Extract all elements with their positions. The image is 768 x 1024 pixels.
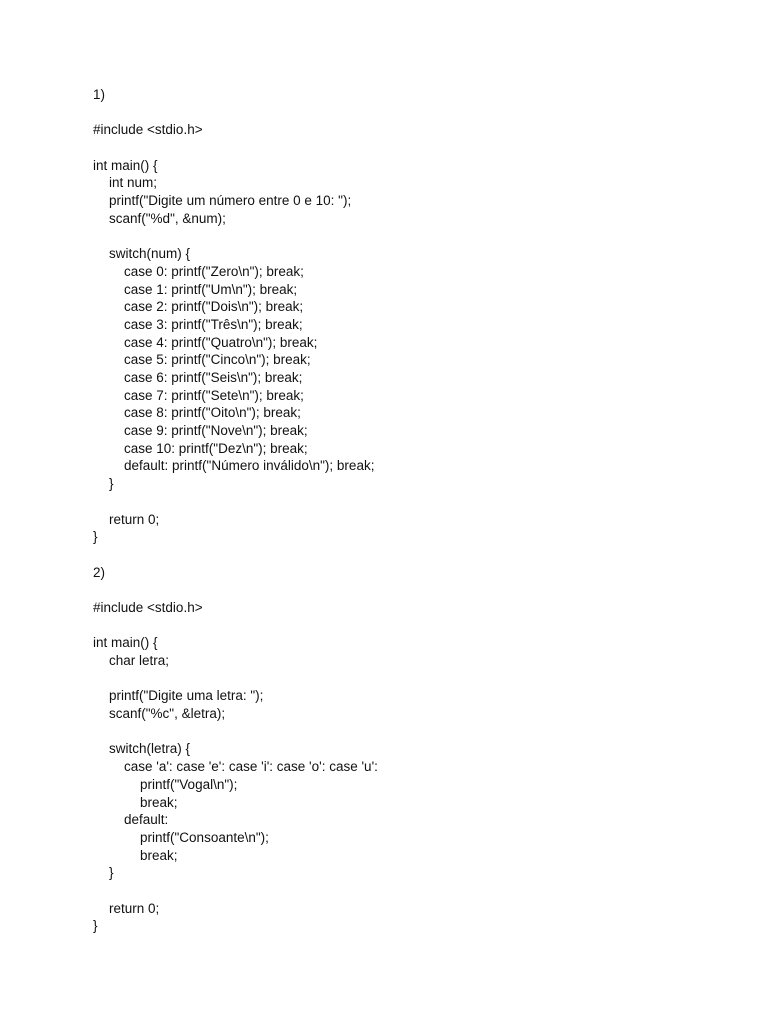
code-line [93,723,713,741]
code-line: } [93,529,98,545]
section-2 [93,564,713,935]
code-line: int main() { [93,635,158,651]
code-line: char letra; [109,653,170,668]
code-line: return 0; [109,511,160,527]
code-line: printf("Digite uma letra: "); [109,688,264,704]
code-line: switch(num) { [109,246,191,262]
code-line: int num; [109,175,158,191]
code-line: scanf("%c", &letra); [109,706,226,722]
code-block [93,121,713,546]
code-line: printf("Consoante\n"); [140,829,269,845]
code-line: case 9: printf("Nove\n"); break; [124,423,308,439]
code-line: break; [140,794,178,810]
code-line: default: [124,812,169,828]
code-line: #include <stdio.h> [93,122,203,138]
code-line: int main() { [93,157,158,173]
code-line [93,617,713,635]
code-line: case 4: printf("Quatro\n"); break; [124,334,318,350]
section-number: 2) [93,564,106,580]
blank-line [93,104,713,122]
code-line: switch(letra) { [109,741,191,757]
code-line: case 1: printf("Um\n"); break; [124,281,298,297]
section-1 [93,86,713,546]
code-line: #include <stdio.h> [93,599,203,615]
code-line: case 5: printf("Cinco\n"); break; [124,352,311,368]
code-line [93,882,713,900]
code-line: case 6: printf("Seis\n"); break; [124,370,303,385]
code-line: case 2: printf("Dois\n"); break; [124,299,304,315]
code-line: printf("Vogal\n"); [140,776,238,792]
document-page [93,86,713,935]
section-number: 1) [93,87,106,102]
code-line [93,139,713,157]
code-line: case 7: printf("Sete\n"); break; [124,387,304,403]
code-line: case 8: printf("Oito\n"); break; [124,405,301,421]
code-line: scanf("%d", &num); [109,210,226,226]
blank-line [93,581,713,599]
code-line [93,670,713,688]
blank-line [93,546,713,564]
code-line: case 'a': case 'e': case 'i': case 'o': case 'u': [124,759,378,775]
code-line: } [109,865,114,881]
code-line: } [93,918,98,934]
code-line: return 0; [109,900,160,916]
code-line: case 10: printf("Dez\n"); break; [124,440,308,456]
code-line [93,493,713,511]
code-line [93,228,713,246]
code-block [93,599,713,935]
code-line: break; [140,847,178,863]
code-line: default: printf("Número inválido\n"); break; [124,458,375,474]
code-line: } [109,476,114,492]
code-line: case 3: printf("Três\n"); break; [124,316,303,332]
code-line: case 0: printf("Zero\n"); break; [124,263,304,279]
code-line: printf("Digite um número entre 0 e 10: "); [109,193,352,209]
